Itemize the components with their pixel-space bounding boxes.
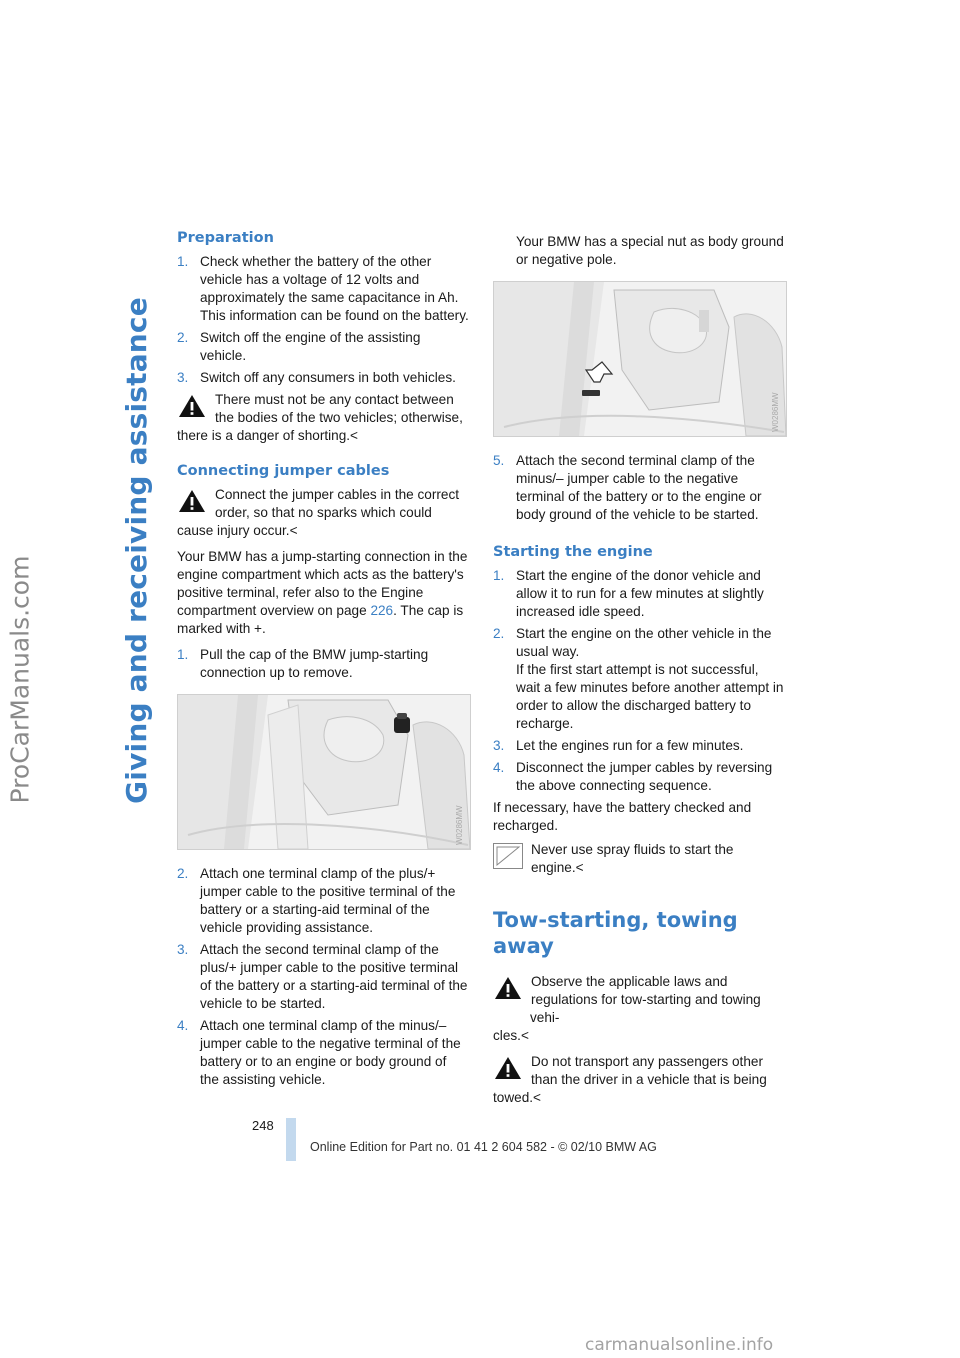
warning-text-rest: towed.< [493,1090,541,1105]
item-text: Switch off any consumers in both vehicles. [200,370,456,385]
warning-text-first: Do not transport any passengers other than the driver in a vehicle that is being [531,1054,767,1087]
item-number: 4. [493,760,505,775]
warning-text-rest: there is a danger of shorting.< [177,428,358,443]
warning-text-first: Observe the applicable laws and regulations for tow-starting and towing vehi- [530,974,761,1025]
item-text: Start the engine of the donor vehicle and allow it to run for a few minutes at slightly increased idle speed. [516,568,764,619]
list-item [177,329,469,365]
item-text: Attach the second terminal clamp of the minus/– jumper cable to the negative terminal of the battery or to the engine or body ground of the vehicle to be started. [516,453,762,522]
item-text: Disconnect the jumper cables by reversing the above connecting sequence. [516,760,773,793]
left-column [177,228,469,1093]
item-number: 5. [493,453,505,468]
list-item [493,452,785,524]
item-text: Let the engines run for a few minutes. [516,738,744,753]
warning-text-rest: cles.< [493,1028,529,1043]
item-number: 4. [177,1018,189,1033]
list-item [177,646,469,682]
starting-steps-list [493,567,785,795]
connect-steps-list-continued [177,865,469,1089]
page-number: 248 [252,1118,274,1133]
list-item [493,567,785,621]
note-icon [493,843,523,869]
warning-icon [493,1055,523,1081]
item-text: Check whether the battery of the other vehicle has a voltage of 12 volts and approximately the same capacitance in Ah. This information can be found on the battery. [200,254,469,323]
watermark-bottom: carmanualsonline.info [585,1335,774,1355]
item-number: 1. [177,647,189,662]
item-text-secondary: If the first start attempt is not successful, wait a few minutes before another attempt in order to allow the discharged battery to recharge. [516,662,784,731]
item-number: 2. [177,330,189,345]
warning-icon [177,393,207,419]
note-text-rest: engine.< [531,860,584,875]
right-column [493,228,785,1115]
connect-steps-list-end [493,452,785,524]
tow-laws-warning [493,973,785,1045]
body-ground-nut-figure [493,281,787,437]
shorting-warning [177,391,469,445]
footer-accent-bar [286,1118,296,1161]
spray-fluid-note [493,841,785,877]
list-item [493,737,785,755]
warning-icon [493,975,523,1001]
towing-heading: Tow-starting, towing away [493,908,738,958]
edition-footer: Online Edition for Part no. 01 41 2 604 582 - © 02/10 BMW AG [310,1140,657,1154]
watermark-left-text: ProCarManuals.com [5,555,35,803]
page-reference-link[interactable]: 226 [370,603,394,618]
warning-icon [177,488,207,514]
list-item [493,759,785,795]
item-number: 2. [493,626,505,641]
item-text: Switch off the engine of the assisting vehicle. [200,330,421,363]
figure-code: W0286MW [455,805,464,845]
list-item [177,253,469,325]
jump-start-connection-figure [177,694,471,850]
list-item [177,941,469,1013]
item-number: 1. [177,254,189,269]
item-text: Attach the second terminal clamp of the plus/+ jumper cable to the positive terminal of the battery or a starting-aid terminal of the vehicle to be started. [200,942,468,1011]
item-number: 2. [177,866,189,881]
paragraph-text: Your BMW has a jump-starting connection in the engine compartment which acts as the battery's positive terminal, refer also to the Engine compartment overview on page [177,549,468,618]
list-item [177,1017,469,1089]
warning-text-first: There must not be any contact between the bodies of the two vehicles; otherwise, [215,392,463,425]
battery-check-paragraph: If necessary, have the battery checked and recharged. [493,800,752,833]
item-number: 1. [493,568,505,583]
item-number: 3. [177,370,189,385]
preparation-list [177,253,469,387]
chapter-title-text: Giving and receiving assistance [119,296,153,804]
item-text: Start the engine on the other vehicle in the usual way. [516,626,772,659]
warning-text-first: Connect the jumper cables in the correct order, so that no sparks which could [215,487,460,520]
paragraph-text-end: . The cap is marked with +. [177,603,464,636]
list-item [177,369,469,387]
note-text-first: Never use spray fluids to start the [531,842,734,857]
connect-steps-list [177,646,469,682]
ground-nut-paragraph: Your BMW has a special nut as body ground or negative pole. [516,234,784,267]
figure-code: W0286MW [771,392,780,432]
list-item [493,625,785,733]
tow-passengers-warning [493,1053,785,1107]
watermark-left [0,0,40,1358]
warning-text-rest: cause injury occur.< [177,523,298,538]
item-text: Attach one terminal clamp of the minus/– jumper cable to the negative terminal of the battery or to an engine or body ground of the assisting vehicle. [200,1018,461,1087]
preparation-heading: Preparation [177,230,274,246]
chapter-side-title [112,30,160,1070]
order-warning [177,486,469,540]
item-number: 3. [493,738,505,753]
jump-connection-paragraph [177,548,469,638]
starting-engine-heading: Starting the engine [493,544,653,560]
item-text: Attach one terminal clamp of the plus/+ jumper cable to the positive terminal of the battery or a starting-aid terminal of the vehicle providing assistance. [200,866,456,935]
list-item [177,865,469,937]
item-text: Pull the cap of the BMW jump-starting connection up to remove. [200,647,429,680]
item-number: 3. [177,942,189,957]
connecting-heading: Connecting jumper cables [177,463,390,479]
